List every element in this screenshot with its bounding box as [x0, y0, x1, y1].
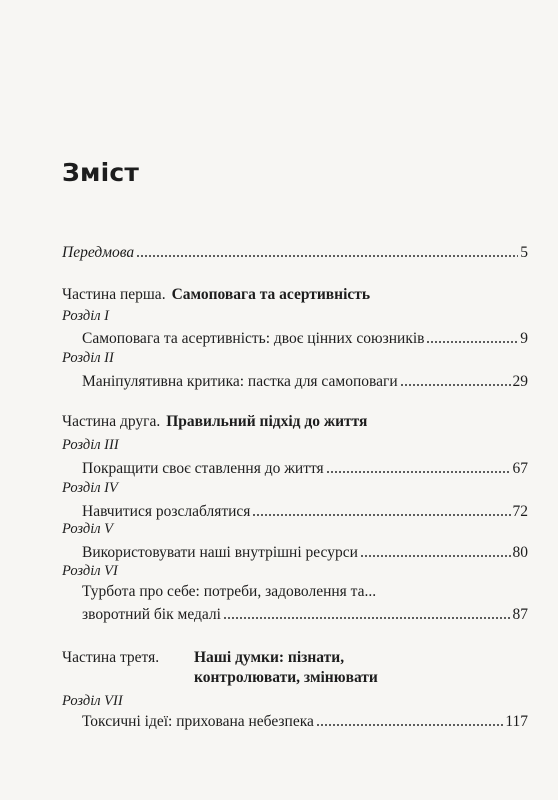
toc-entry-label: Покращити своє ставлення до життя — [82, 459, 324, 477]
part-label: Частина перша. — [62, 286, 166, 303]
page-number: 29 — [512, 372, 528, 390]
toc-entry-label-line1: Турбота про себе: потреби, задоволення та... — [82, 583, 377, 600]
chapter-label: Розділ III — [62, 437, 119, 453]
toc-entry-label: Передмова — [62, 243, 135, 261]
dot-leader — [223, 617, 511, 619]
dot-leader — [316, 724, 503, 726]
part-label: Частина друга. — [62, 413, 161, 430]
chapter-label: Розділ VII — [62, 693, 123, 709]
toc-entry-chapter-7[interactable] — [82, 707, 528, 729]
dot-leader — [326, 471, 511, 473]
toc-entry-label: зворотний бік медалі — [82, 605, 221, 623]
toc-entry-chapter-4[interactable] — [82, 497, 528, 519]
chapter-label: Розділ IV — [62, 480, 118, 496]
part-heading-3 — [62, 649, 159, 667]
toc-entry-chapter-5[interactable] — [82, 538, 528, 560]
page-number: 5 — [520, 243, 528, 261]
page-number: 87 — [512, 605, 528, 623]
page-number: 9 — [520, 329, 528, 347]
part-title-line2: контролювати, змінювати — [194, 669, 378, 686]
dot-leader — [360, 555, 511, 557]
part-heading-2 — [62, 413, 367, 431]
page-title: Зміст — [62, 158, 140, 187]
dot-leader — [426, 341, 518, 343]
toc-entry-label: Навчитися розслаблятися — [82, 502, 251, 520]
toc-entry-preface[interactable] — [62, 238, 528, 260]
part-heading-1 — [62, 286, 370, 304]
part-title-line1: Наші думки: пізнати, — [194, 649, 345, 666]
page-number: 67 — [512, 459, 528, 477]
chapter-label: Розділ I — [62, 308, 109, 324]
dot-leader — [400, 384, 511, 386]
page-number: 72 — [512, 502, 528, 520]
toc-entry-chapter-2[interactable] — [82, 367, 528, 389]
toc-entry-label: Маніпулятивна критика: пастка для самоповаги — [82, 372, 398, 390]
chapter-label: Розділ VI — [62, 563, 118, 579]
toc-entry-label: Використовувати наші внутрішні ресурси — [82, 543, 358, 561]
dot-leader — [136, 255, 518, 257]
chapter-label: Розділ V — [62, 521, 114, 537]
part-label: Частина третя. — [62, 649, 160, 666]
page-number: 80 — [512, 543, 528, 561]
part-title: Правильний підхід до життя — [166, 413, 368, 430]
chapter-label: Розділ II — [62, 350, 114, 366]
dot-leader — [252, 514, 510, 516]
toc-entry-label: Самоповага та асертивність: двоє цінних союзників — [82, 329, 425, 347]
page-number: 117 — [505, 712, 528, 730]
toc-entry-chapter-3[interactable] — [82, 454, 528, 476]
part-title: Самоповага та асертивність — [171, 286, 371, 303]
toc-entry-chapter-1[interactable] — [82, 324, 528, 346]
toc-entry-label: Токсичні ідеї: прихована небезпека — [82, 712, 314, 730]
toc-entry-chapter-6[interactable] — [82, 600, 528, 622]
